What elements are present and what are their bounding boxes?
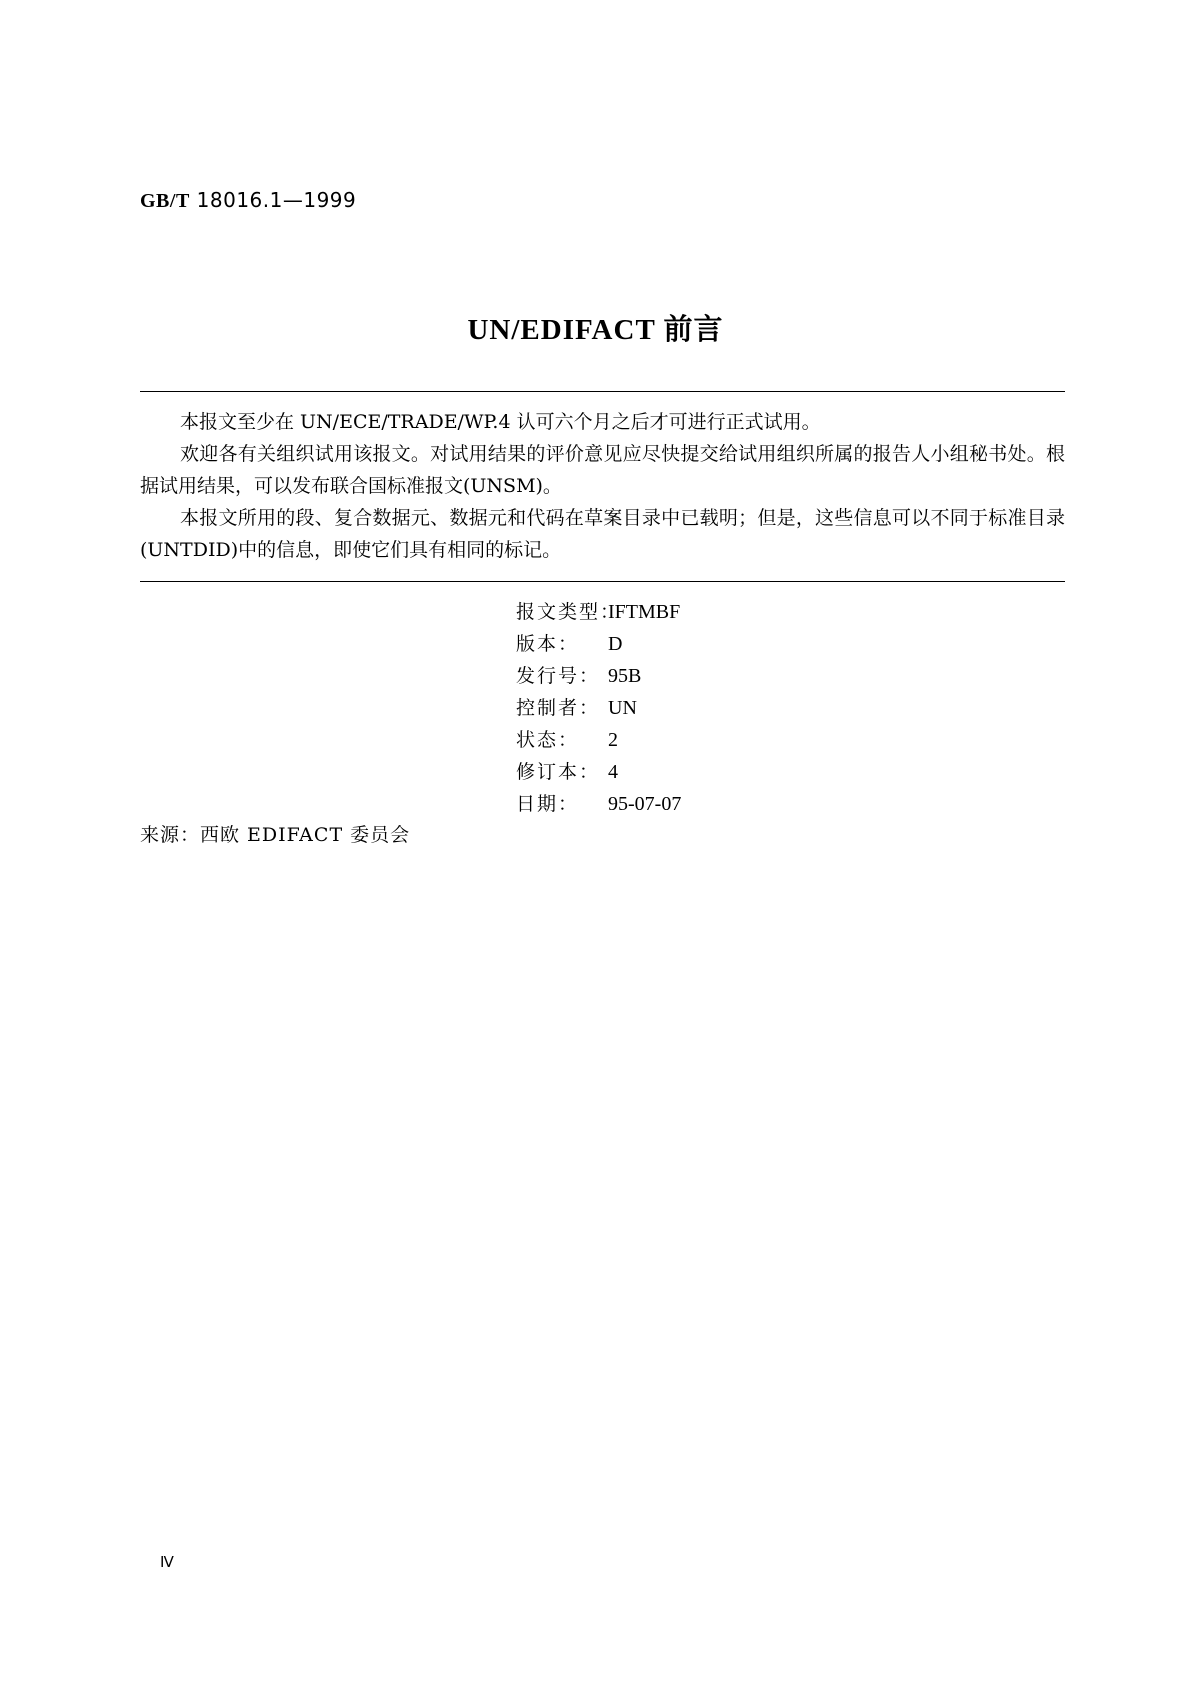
- meta-value: 95-07-07: [608, 793, 682, 815]
- bottom-divider: [140, 581, 1065, 582]
- meta-label: 发行号：: [516, 665, 601, 687]
- page-title: UN/EDIFACT 前言: [467, 314, 724, 346]
- meta-row-message-type: [516, 596, 681, 628]
- meta-value: IFTMBF: [608, 601, 681, 623]
- meta-label: 日期：: [516, 793, 580, 815]
- top-divider: [140, 391, 1065, 392]
- foreword-block: [140, 406, 1065, 566]
- meta-row-revision: [516, 756, 681, 788]
- page-number: Ⅳ: [160, 1555, 174, 1571]
- meta-label: 修订本：: [516, 761, 601, 783]
- standard-number: 18016.1—1999: [189, 188, 357, 212]
- meta-value: 4: [608, 761, 618, 783]
- foreword-paragraph: 本报文所用的段、复合数据元、数据元和代码在草案目录中已载明；但是，这些信息可以不同于标准目录(UNTDID)中的信息，即使它们具有相同的标记。: [140, 507, 1065, 561]
- meta-row-release: [516, 660, 681, 692]
- meta-row-version: [516, 628, 681, 660]
- meta-label: 版本：: [516, 633, 580, 655]
- meta-label: 报文类型：: [516, 601, 622, 623]
- foreword-paragraph: 本报文至少在 UN/ECE/TRADE/WP.4 认可六个月之后才可进行正式试用。: [180, 411, 821, 433]
- meta-value: D: [608, 633, 623, 655]
- meta-label: 控制者：: [516, 697, 601, 719]
- standard-prefix: GB/T: [140, 190, 190, 212]
- document-header: [140, 188, 356, 213]
- message-metadata: [516, 596, 681, 820]
- meta-row-controller: [516, 692, 681, 724]
- meta-value: 2: [608, 729, 618, 751]
- meta-row-date: [516, 788, 681, 820]
- meta-value: 95B: [608, 665, 642, 687]
- source-line: 来源：西欧 EDIFACT 委员会: [140, 824, 411, 846]
- meta-value: UN: [608, 697, 637, 719]
- meta-label: 状态：: [516, 729, 580, 751]
- meta-row-status: [516, 724, 681, 756]
- foreword-paragraph: 欢迎各有关组织试用该报文。对试用结果的评价意见应尽快提交给试用组织所属的报告人小组秘书处。根据试用结果，可以发布联合国标准报文(UNSM)。: [140, 443, 1065, 497]
